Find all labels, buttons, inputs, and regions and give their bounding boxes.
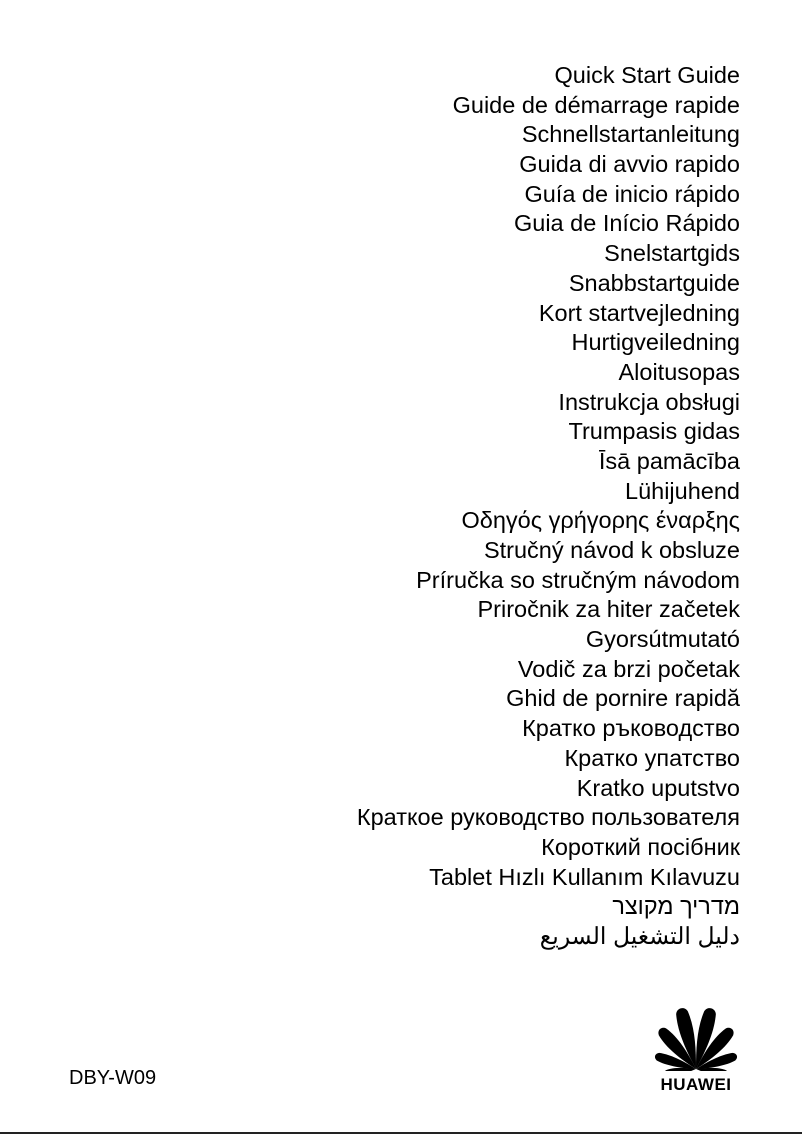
guide-title: Guide de démarrage rapide [452,91,740,118]
guide-title-list [0,61,740,952]
model-number: DBY-W09 [69,1067,157,1089]
guide-title: Aloitusopas [618,358,740,385]
guide-title: Gyorsútmutató [585,626,740,653]
guide-title: Hurtigveiledning [571,329,740,356]
guide-title: Краткое руководство пользователя [356,804,740,831]
guide-title: Οδηγός γρήγορης έναρξης [461,507,740,534]
guide-title: Короткий посібник [541,833,740,860]
guide-title: Kratko uputstvo [576,774,740,801]
guide-title: Кратко ръководство [522,715,740,742]
guide-title: Guía de inicio rápido [524,180,740,207]
guide-title: Trumpasis gidas [568,418,740,445]
guide-title: Guia de Início Rápido [513,210,740,237]
guide-title: Tablet Hızlı Kullanım Kılavuzu [429,863,740,890]
guide-title: Кратко упатство [564,744,740,771]
guide-title: Priročnik za hiter začetek [477,596,740,623]
guide-title: Guida di avvio rapido [519,151,740,178]
guide-title: Lühijuhend [625,477,740,504]
guide-title: Ghid de pornire rapidă [506,685,740,712]
huawei-flower-logo-icon [652,1003,740,1071]
guide-title: Kort startvejledning [538,299,740,326]
guide-title: Stručný návod k obsluze [483,537,740,563]
brand-name: HUAWEI [660,1075,732,1094]
guide-title: Snelstartgids [604,240,740,267]
huawei-logo [648,1003,744,1095]
guide-title-hebrew: מדריך מקוצר [612,893,740,920]
guide-title: Instrukcja obsługi [558,388,740,415]
guide-title: Schnellstartanleitung [521,121,740,148]
guide-title: Vodič za brzi početak [517,655,740,682]
guide-title-arabic: دليل التشغيل السريع [539,922,740,949]
guide-title: Snabbstartguide [568,269,740,296]
guide-title: Quick Start Guide [554,62,740,88]
guide-title: Īsā pamācība [598,447,740,474]
guide-title: Príručka so stručným návodom [416,566,740,593]
page-bottom-rule [0,1132,802,1134]
